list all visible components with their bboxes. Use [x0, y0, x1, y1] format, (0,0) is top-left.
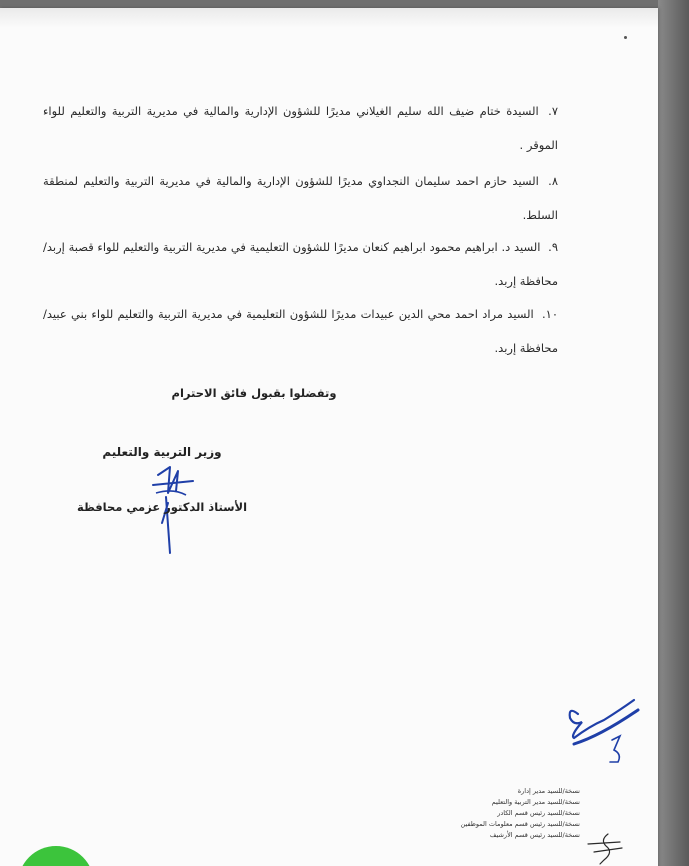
list-item-number: ٧.: [548, 104, 559, 118]
list-item: [43, 230, 558, 298]
cc-entry: نسخة/للسيد رئيس قسم معلومات الموظفين: [460, 820, 580, 828]
list-item: [43, 164, 558, 232]
cc-initial-mark: [586, 830, 624, 866]
list-item-number: ٨.: [548, 174, 559, 188]
list-item: [43, 94, 558, 162]
background-edge: [658, 0, 689, 866]
cc-entry: نسخة/للسيد رئيس قسم الكادر: [497, 809, 580, 817]
list-item-number: ١٠.: [541, 307, 558, 321]
list-item-text: السيد مراد احمد محي الدين عبيدات مديرًا للشؤون التعليمية في مديرية التربية والتعليم للواء بني عبيد/محافظة إربد.: [43, 307, 558, 355]
list-item: [43, 297, 558, 365]
copy-distribution-list: [420, 786, 580, 841]
initials-mark: [560, 696, 642, 771]
document-page: [0, 8, 658, 866]
minister-title: وزير التربية والتعليم: [102, 445, 222, 459]
list-item-text: السيدة ختام ضيف الله سليم الغيلاني مديرًا للشؤون الإدارية والمالية في مديرية التربية والتعليم للواء الموقر .: [43, 104, 558, 152]
list-item-text: السيد د. ابراهيم محمود ابراهيم كنعان مديرًا للشؤون التعليمية في مديرية التربية والتعليم للواء قصبة إربد/محافظة إربد.: [43, 240, 558, 288]
list-item-text: السيد حازم احمد سليمان النجداوي مديرًا للشؤون الإدارية والمالية في مديرية التربية والتعليم لمنطقة السلط.: [43, 174, 558, 222]
cc-entry: نسخة/للسيد مدير إدارة: [517, 787, 580, 795]
cc-entry: نسخة/للسيد رئيس قسم الأرشيف: [489, 831, 580, 839]
cc-entry: نسخة/للسيد مدير التربية والتعليم: [491, 798, 580, 806]
page-speck: [624, 36, 627, 39]
closing-line: وتفضلوا بقبول فائق الاحترام: [171, 386, 337, 400]
page-top-shadow: [0, 8, 658, 28]
minister-name: الأستاذ الدكتور عزمي محافظة: [76, 500, 248, 514]
list-item-number: ٩.: [548, 240, 558, 254]
